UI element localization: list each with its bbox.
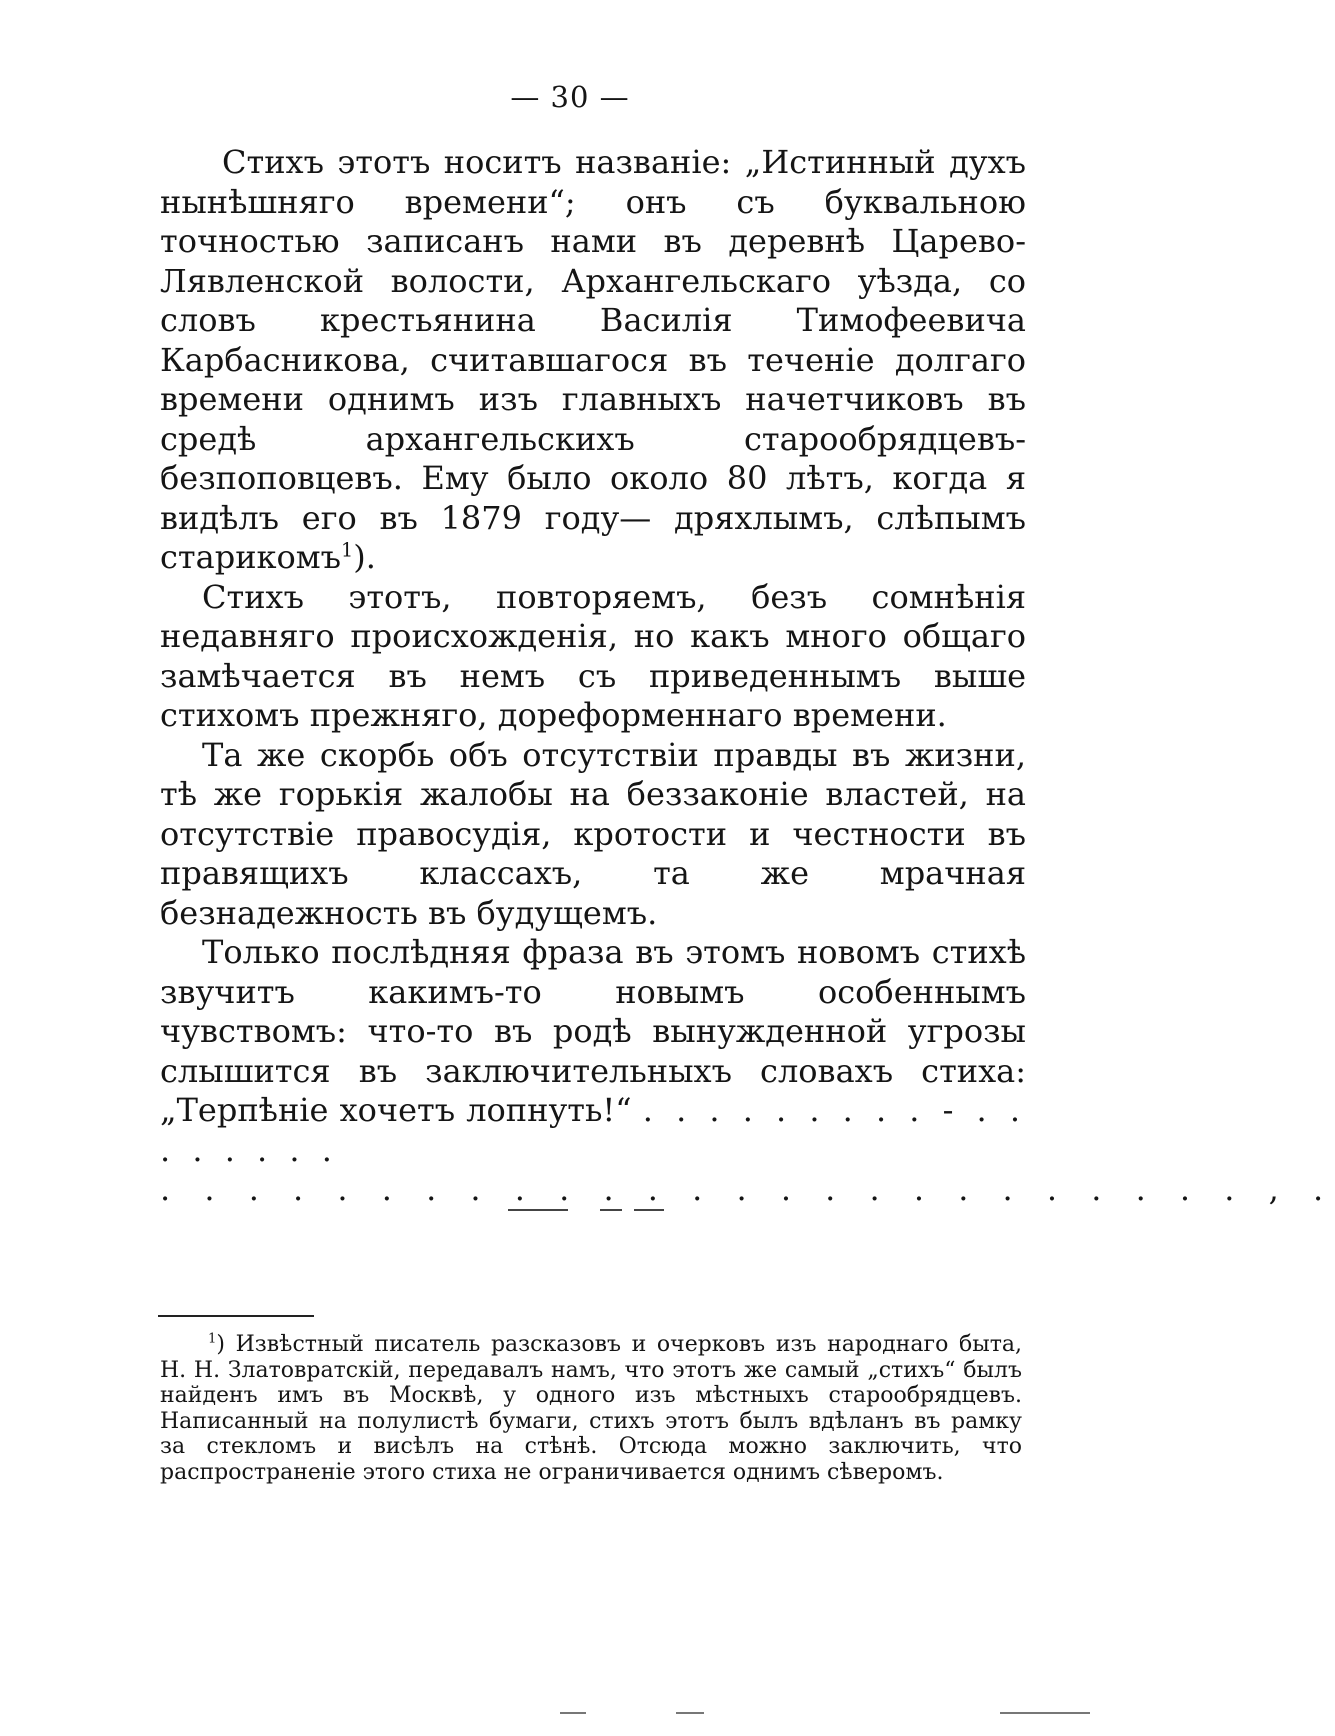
ellipsis-dots-2: . . . . . . . . . . . . . . . . . . . . . . . . . , . [160, 1170, 1335, 1208]
footnote [160, 1332, 1022, 1485]
main-text [160, 143, 1335, 1210]
paragraph-4-text: Только послѣдняя фраза въ этомъ новомъ стихѣ звучитъ какимъ-то новымъ особеннымъ чувствомъ: что-то въ родѣ вынужденной угрозы слышится въ заключительныхъ словахъ стиха: „Терпѣніе хочетъ лопнуть!“ [160, 933, 1026, 1129]
separator-dash-2 [600, 1209, 622, 1211]
page-number: — 30 — [510, 80, 630, 114]
separator-dash-1 [508, 1209, 568, 1211]
bottom-mark-3 [1000, 1712, 1090, 1714]
paragraph-1 [160, 143, 1026, 578]
footnote-text: ) Извѣстный писатель разсказовъ и очерковъ изъ народнаго быта, Н. Н. Златовратскій, передавалъ намъ, что этотъ же самый „стихъ“ былъ найденъ имъ въ Москвѣ, у одного изъ мѣстныхъ старообрядцевъ. Написанный на полулистѣ бумаги, стихъ этотъ былъ вдѣланъ въ рамку за стекломъ и висѣлъ на стѣнѣ. Отсюда можно заключить, что распространеніе этого стиха не ограничивается однимъ сѣверомъ. [160, 1332, 1022, 1485]
paragraph-3: Та же скорбь объ отсутствіи правды въ жизни, тѣ же горькія жалобы на беззаконіе властей, на отсутствіе правосудія, кротости и честности въ правящихъ классахъ, та же мрачная безнадежность въ будущемъ. [160, 735, 1026, 932]
paragraph-1-text: Стихъ этотъ носитъ названіе: „Истинный духъ нынѣшняго времени“; онъ съ буквальною точностью записанъ нами въ деревнѣ Царево-Лявленской волости, Архангельскаго уѣзда, со словъ крестьянина Василія Тимофеевича Карбасникова, считавшагося въ теченіе долгаго времени однимъ изъ главныхъ начетчиковъ въ средѣ архангельскихъ старообрядцевъ-безпоповцевъ. Ему было около 80 лѣтъ, когда я видѣлъ его въ 1879 году— дряхлымъ, слѣпымъ старикомъ [160, 143, 1026, 576]
bottom-mark-2 [676, 1712, 704, 1714]
separator-dash-3 [634, 1209, 664, 1211]
section-separator [508, 1209, 664, 1211]
footnote-divider [158, 1315, 314, 1317]
footnote-marker: 1 [208, 1331, 217, 1347]
ellipsis-dots-1: . . . . . . . . . - . . . . . . . . [160, 1091, 1027, 1169]
bottom-mark-1 [560, 1712, 586, 1714]
footnote-reference-suffix: ). [353, 538, 376, 576]
page-bottom-marks [0, 1712, 1140, 1718]
footnote-reference: 1 [341, 538, 354, 562]
paragraph-2: Стихъ этотъ, повторяемъ, безъ сомнѣнія недавняго происхожденія, но какъ много общаго замѣчается въ немъ съ приведеннымъ выше стихомъ прежняго, дореформеннаго времени. [160, 577, 1026, 734]
paragraph-4 [160, 933, 1026, 1170]
